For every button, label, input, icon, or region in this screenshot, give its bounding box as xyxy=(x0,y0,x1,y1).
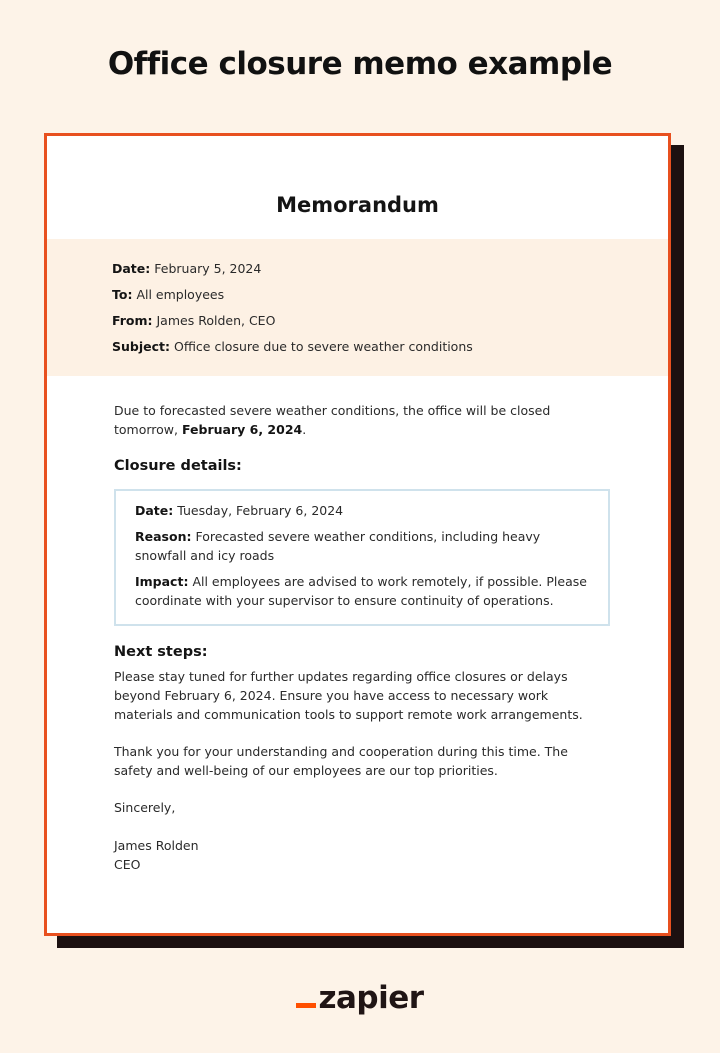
detail-reason-value: Forecasted severe weather conditions, including heavy snowfall and icy roads xyxy=(135,529,541,563)
closure-details-heading: Closure details: xyxy=(114,458,242,474)
zapier-logo xyxy=(0,980,720,1016)
header-to-label: To: xyxy=(112,287,133,302)
header-date-row xyxy=(112,261,261,276)
detail-impact-value: All employees are advised to work remotely, if possible. Please coordinate with your supervisor to ensure continuity of operations. xyxy=(135,574,587,608)
header-from-value: James Rolden, CEO xyxy=(156,313,276,328)
header-to-value: All employees xyxy=(136,287,225,302)
memo-document xyxy=(44,133,671,936)
thanks-paragraph: Thank you for your understanding and cooperation during this time. The safety and well-being of our employees are our top priorities. xyxy=(114,744,568,778)
memo-title: Memorandum xyxy=(276,193,439,217)
closure-details-box xyxy=(114,489,610,626)
detail-date-label: Date: xyxy=(135,503,174,518)
detail-impact xyxy=(135,572,595,610)
intro-end: . xyxy=(302,422,307,437)
header-date-value: February 5, 2024 xyxy=(154,261,262,276)
page-heading: Office closure memo example xyxy=(107,46,613,82)
intro-paragraph xyxy=(114,401,594,439)
logo-underscore-bar xyxy=(296,1003,316,1008)
header-date-label: Date: xyxy=(112,261,151,276)
memo-header-band xyxy=(47,239,668,376)
detail-reason-label: Reason: xyxy=(135,529,192,544)
next-steps-heading: Next steps: xyxy=(114,644,208,660)
header-subject-row xyxy=(112,339,473,354)
header-subject-value: Office closure due to severe weather conditions xyxy=(173,339,473,354)
closing: Sincerely, xyxy=(114,800,176,815)
next-steps-text: Please stay tuned for further updates regarding office closures or delays beyond February 6, 2024. Ensure you have access to necessary work materials and communication tools to support remote work arrangements. xyxy=(114,669,583,722)
intro-text: Due to forecasted severe weather conditions, the office will be closed tomorrow, xyxy=(114,403,551,437)
logo-text: zapier xyxy=(318,980,424,1016)
header-from-row xyxy=(112,313,275,328)
detail-date xyxy=(135,501,595,520)
detail-impact-label: Impact: xyxy=(135,574,189,589)
detail-reason xyxy=(135,527,595,565)
header-to-row xyxy=(112,287,224,302)
detail-date-value: Tuesday, February 6, 2024 xyxy=(177,503,344,518)
header-from-label: From: xyxy=(112,313,153,328)
header-subject-label: Subject: xyxy=(112,339,170,354)
intro-date-bold: February 6, 2024 xyxy=(182,422,303,437)
signature-name: James Rolden xyxy=(114,838,199,853)
signature-title: CEO xyxy=(114,857,141,872)
